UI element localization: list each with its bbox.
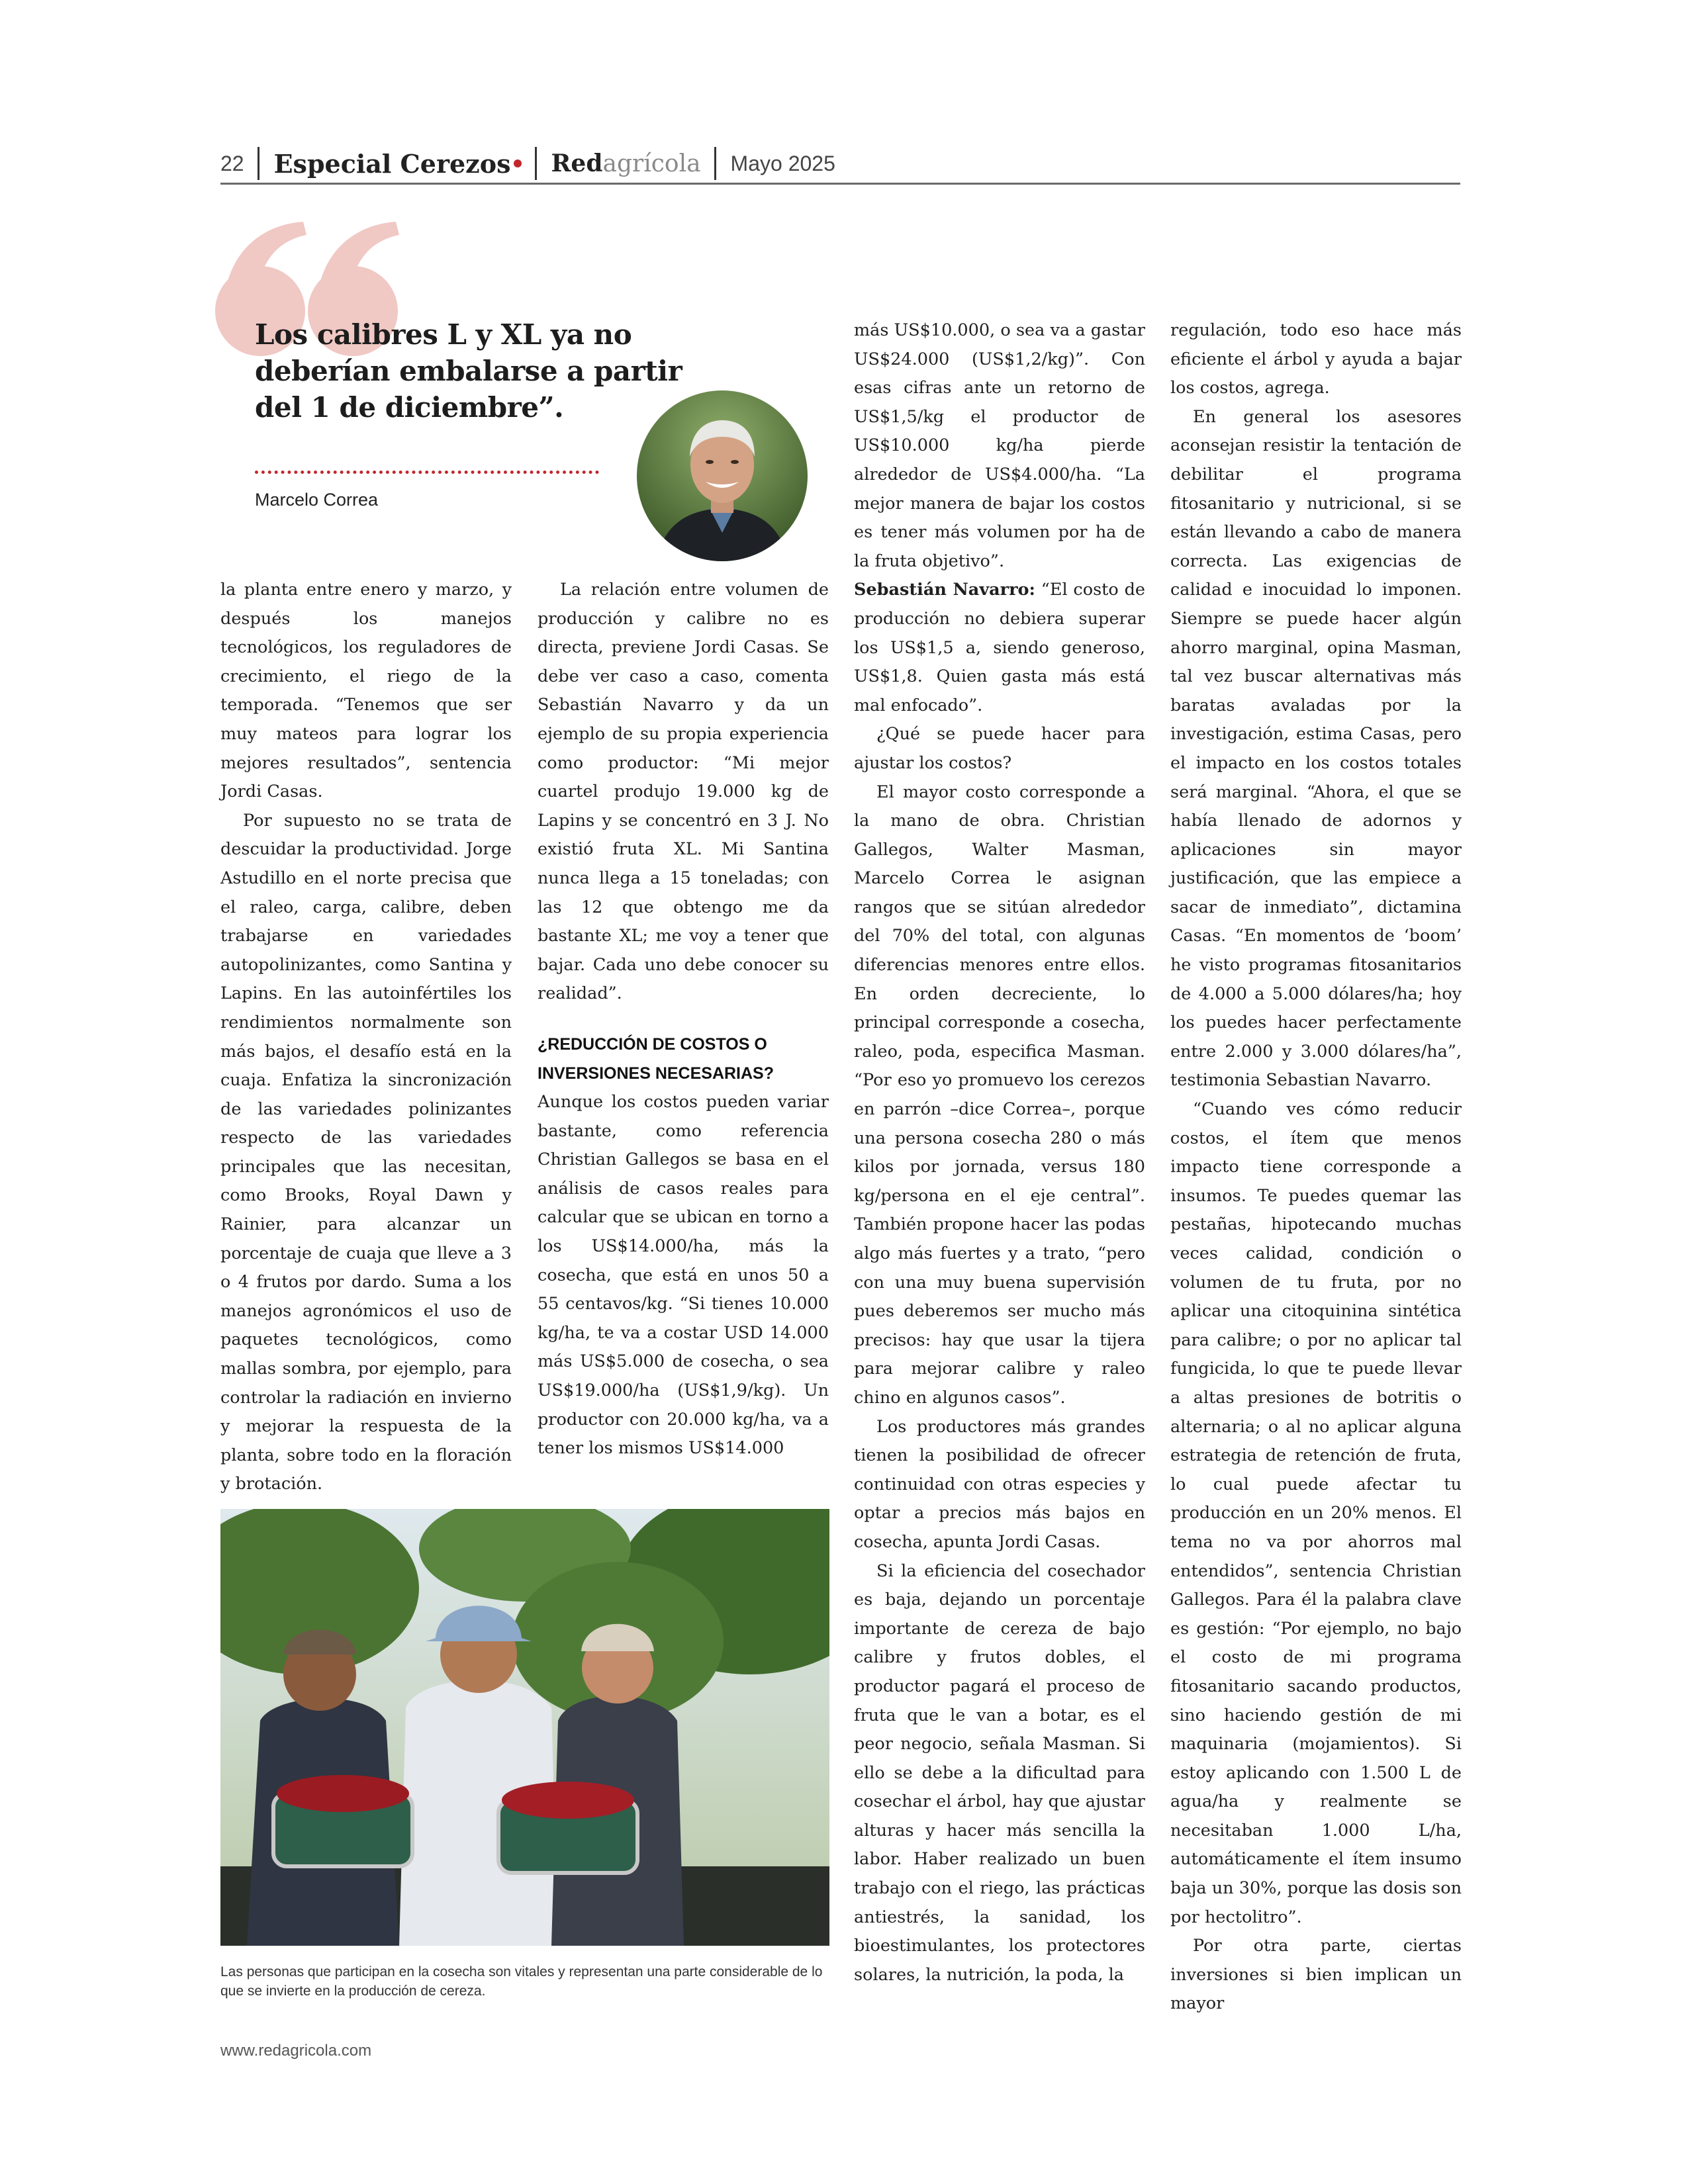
paragraph: Sebastián Navarro: “El costo de producción no debiera superar los US$1,5 a, siendo generoso, US$1,8. Quien gasta más está mal enfocado”. bbox=[854, 580, 1146, 715]
paragraph: Si la eficiencia del cosechador es baja, dejando un porcentaje importante de cereza de bajo calibre y frutos dobles, el productor pagará el proceso de fruta que le van a botar, es el peor negocio, señala Masman. Si ello se debe a la dificultad para cosechar el árbol, hay que ajustar alturas y hacer más sencilla la labor. Haber realizado un buen trabajo con el riego, las prácticas antiestrés, la sanidad, los bioestimulantes, los protectores solares, la nutrición, la poda, la bbox=[854, 1561, 1145, 1985]
paragraph: El mayor costo corresponde a la mano de obra. Christian Gallegos, Walter Masman, Marcelo Correa le asignan rangos que se sitúan alrededor del 70% del total, con algunas diferencias menores entre ellos. En orden decreciente, lo principal corresponde a cosecha, raleo, poda, especifica Masman. “Por eso yo promuevo los cerezos en parrón –dice Correa–, porque una persona cosecha 280 o más kilos por jornada, versus 180 kg/persona en el eje central”. También propone hacer las podas algo más fuertes y a trato, “pero con una muy buena supervisión pues deberemos ser mucho más precisos: hay que usar la tijera para mejorar calibre y raleo chino en algunos casos”. bbox=[854, 782, 1145, 1408]
paragraph: más US$10.000, o sea va a gastar US$24.000 (US$1,2/kg)”. Con esas cifras ante un retorno de US$1,5/kg el productor de US$10.000 kg/ha pierde alrededor de US$4.000/ha. “La mejor manera de bajar los costos es tener más volumen por ha de la fruta objetivo”. bbox=[854, 320, 1145, 571]
quote-author: Marcelo Correa bbox=[255, 490, 379, 510]
article-column-3 bbox=[854, 316, 1145, 1989]
section-dot-icon bbox=[514, 159, 522, 167]
pull-quote: Los calibres L y XL ya no deberían embalarse a partir del 1 de diciembre”. bbox=[255, 318, 682, 424]
issue-date: Mayo 2025 bbox=[730, 151, 835, 175]
page-number: 22 bbox=[220, 151, 244, 175]
section-heading: ¿REDUCCIÓN DE COSTOS O INVERSIONES NECESARIAS? bbox=[538, 1034, 774, 1083]
page-header bbox=[220, 144, 1460, 183]
paragraph: La relación entre volumen de producción y calibre no es directa, previene Jordi Casas. Se debe ver caso a caso, comenta Sebastián Navarro y da un ejemplo de su propia experiencia como productor: “Mi mejor cuartel produjo 19.000 kg de Lapins y se concentró en 3 J. No existió fruta XL. Mi Santina nunca llega a 15 toneladas; con las 12 que obtengo me da bastante XL; me voy a tener que bajar. Cada uno debe conocer su realidad”. bbox=[538, 580, 829, 1004]
header-divider bbox=[258, 147, 259, 180]
speaker-name: Sebastián Navarro: bbox=[854, 580, 1035, 600]
author-portrait bbox=[637, 390, 808, 561]
paragraph: Por otra parte, ciertas inversiones si bien implican un mayor bbox=[1170, 1936, 1462, 2014]
paragraph: Los productores más grandes tienen la posibilidad de ofrecer continuidad con otras especies y optar a precios más bajos en cosecha, apunta Jordi Casas. bbox=[854, 1416, 1145, 1552]
paragraph: Por supuesto no se trata de descuidar la productividad. Jorge Astudillo en el norte precisa que el raleo, carga, calibre, deben trabajarse en variedades autopolinizantes, como Santina y Lapins. En las autoinfértiles los rendimientos normalmente son más bajos, el desafío está en la cuaja. Enfatiza la sincronización de las variedades polinizantes respecto de las variedades principales que las necesitan, como Brooks, Royal Dawn y Rainier, para alcanzar un porcentaje de cuaja que lleve a 3 o 4 frutos por dardo. Suma a los manejos agronómicos el uso de paquetes tecnológicos, como mallas sombra, por ejemplo, para controlar la radiación en invierno y mejorar la respuesta de la planta, sobre todo en la floración y brotación. bbox=[220, 810, 512, 1494]
header-divider bbox=[714, 147, 716, 180]
paragraph: Aunque los costos pueden variar bastante, como referencia Christian Gallegos se basa en el análisis de casos reales para calcular que se ubican en torno a los US$14.000/ha, más la cosecha, que está en unos 50 a 55 centavos/kg. “Si tienes 10.000 kg/ha, te va a costar USD 14.000 más US$5.000 de cosecha, o sea US$19.000/ha (US$1,9/kg). Un productor con 20.000 kg/ha, va a tener los mismos US$14.000 bbox=[538, 1092, 829, 1459]
article-column-2 bbox=[538, 576, 829, 1463]
article-column-1 bbox=[220, 576, 512, 1499]
paragraph: ¿Qué se puede hacer para ajustar los costos? bbox=[854, 724, 1145, 773]
header-rule bbox=[220, 183, 1460, 185]
footer-url: www.redagricola.com bbox=[220, 2042, 372, 2060]
article-column-4 bbox=[1170, 316, 1462, 2019]
paragraph: “Cuando ves cómo reducir costos, el ítem que menos impacto tiene corresponde a insumos. Te puedes quemar las pestañas, hipotecando muchas veces calidad, condición o volumen de tu fruta, por no aplicar una citoquinina sintética para calibre; o por no aplicar tal fungicida, lo que te puede llevar a altas presiones de botritis o alternaria; o al no aplicar alguna estrategia de retención de fruta, lo cual puede afectar tu producción en un 20% menos. El tema no va por ahorros mal entendidos”, sentencia Christian Gallegos. Para él la palabra clave es gestión: “Por ejemplo, no bajo el costo de mi programa fitosanitario sacando productos, sino haciendo gestión de mi maquinaria (mojamientos). Si estoy aplicando con 1.500 L de agua/ha y realmente se necesitaban 1.000 L/ha, automáticamente el ítem insumo baja un 30%, porque las dosis son por hectolitro”. bbox=[1170, 1099, 1462, 1927]
photo-caption: Las personas que participan en la cosecha son vitales y representan una parte considerable de lo que se invierte en la producción de cereza. bbox=[220, 1964, 823, 1999]
harvest-workers-photo bbox=[220, 1509, 829, 1946]
header-divider bbox=[535, 147, 537, 180]
paragraph: regulación, todo eso hace más eficiente el árbol y ayuda a bajar los costos, agrega. bbox=[1170, 320, 1462, 398]
paragraph: En general los asesores aconsejan resistir la tentación de debilitar el programa fitosanitario y nutricional, si se están llevando a cabo de manera correcta. Las exigencias de calidad e inocuidad lo imponen. Siempre se puede hacer algún ahorro marginal, opina Masman, tal vez buscar alternativas más baratas avaladas por la investigación, estima Casas, pero el impacto en los costos totales será marginal. “Ahora, el que se había llenado de adornos y aplicaciones sin mayor justificación, que las empiece a sacar de inmediato”, dictamina Casas. “En momentos de ‘boom’ he visto programas fitosanitarios de 4.000 a 5.000 dólares/ha; hoy los puedes hacer perfectamente entre 2.000 y 3.000 dólares/ha”, testimonia Sebastian Navarro. bbox=[1170, 406, 1462, 1091]
brand-logo: Redagrícola bbox=[551, 150, 701, 177]
section-title: Especial Cerezos bbox=[273, 148, 511, 179]
paragraph: la planta entre enero y marzo, y después los manejos tecnológicos, los reguladores de crecimiento, el riego de la temporada. “Tenemos que ser muy mateos para lograr los mejores resultados”, sentencia Jordi Casas. bbox=[220, 580, 512, 802]
quote-divider bbox=[255, 471, 599, 474]
